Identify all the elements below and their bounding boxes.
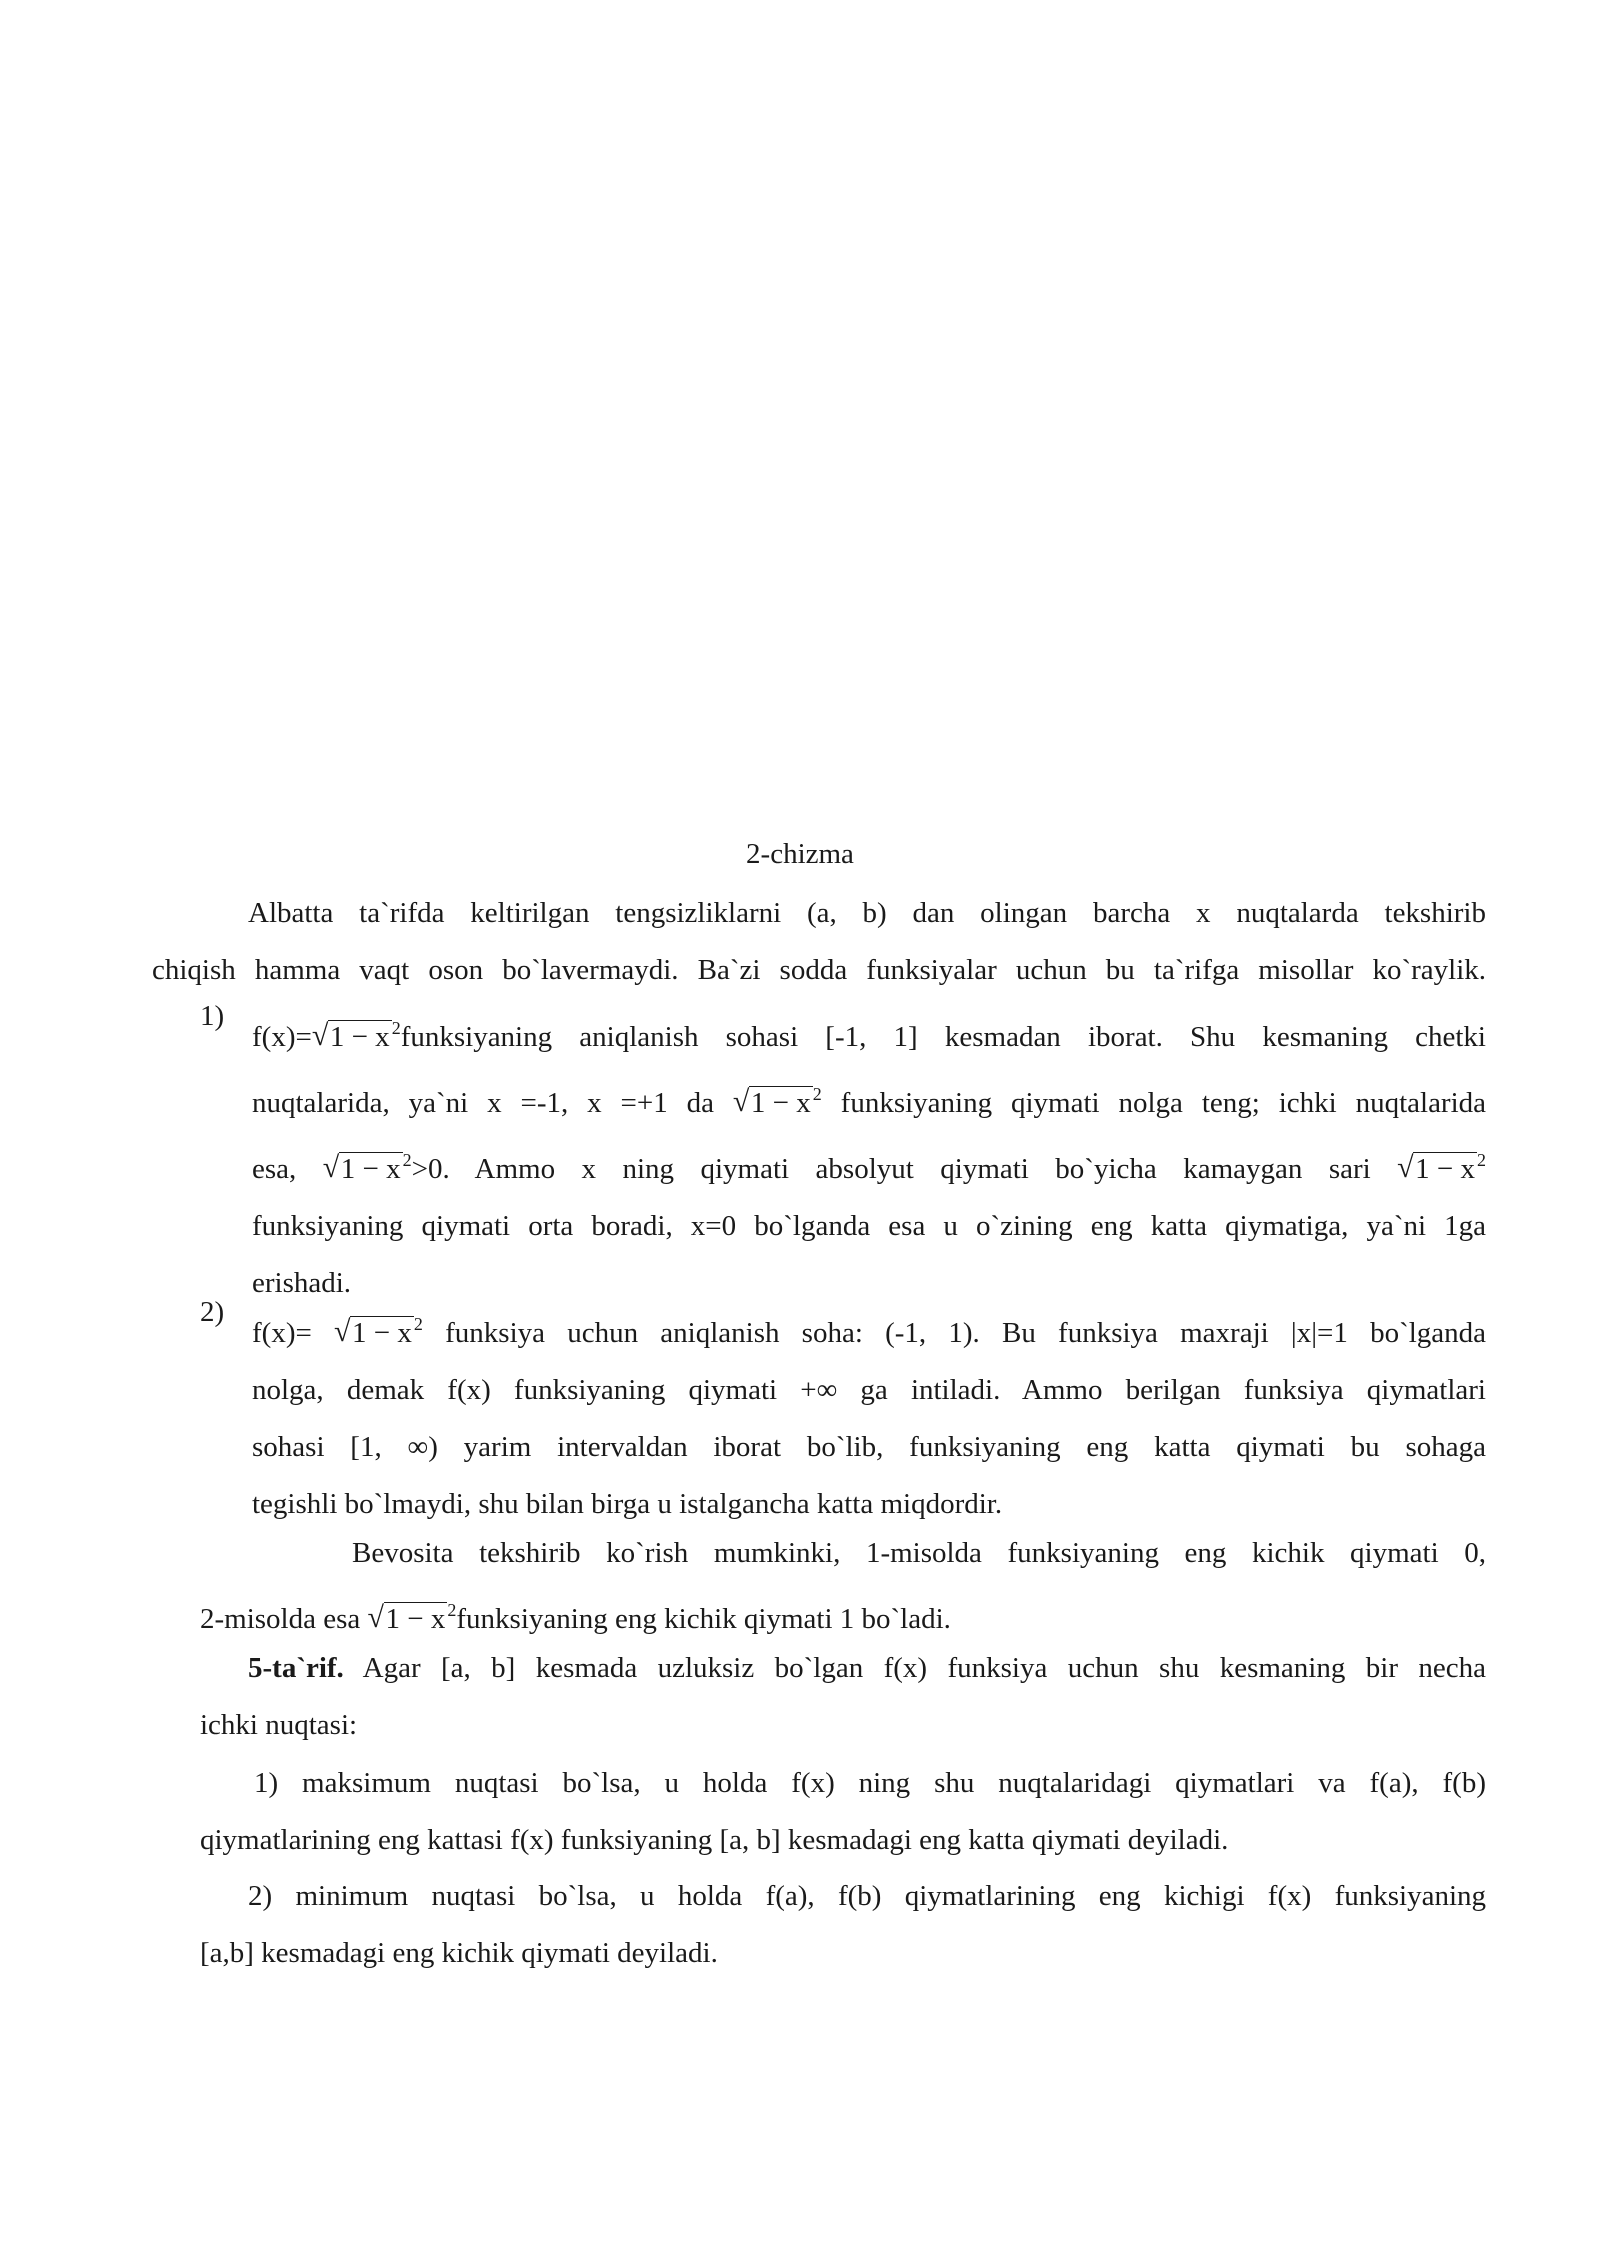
radicand: 1 − x bbox=[352, 1317, 412, 1349]
example-2-paragraph bbox=[200, 1296, 1486, 1533]
intro-paragraph bbox=[152, 885, 1486, 999]
observation-line-2-b: funksiyaning eng kichik qiymati 1 bo`ladi. bbox=[456, 1603, 951, 1635]
example-1-marker: 1) bbox=[200, 1000, 225, 1032]
definition-line-1-text: Agar [a, b] kesmada uzluksiz bo`lgan f(x) funksiya uchun shu kesmaning bir necha bbox=[362, 1652, 1486, 1684]
exponent: 2 bbox=[1477, 1150, 1487, 1170]
example-1-line-1 bbox=[252, 1000, 1486, 1066]
example-2-line-1 bbox=[252, 1296, 1486, 1362]
figure-caption: 2-chizma bbox=[746, 838, 854, 870]
radicand: 1 − x bbox=[329, 1021, 390, 1053]
example-1-line-4: funksiyaning qiymati orta boradi, x=0 bo`lganda esa u o`zining eng katta qiymatiga, ya`ni 1ga bbox=[252, 1210, 1486, 1242]
example-1-line-2-a: nuqtalarida, ya`ni x =-1, x =+1 da bbox=[252, 1087, 714, 1119]
radicand: 1 − x bbox=[1415, 1153, 1476, 1185]
sqrt-expression bbox=[312, 1009, 392, 1066]
exponent: 2 bbox=[812, 1084, 822, 1104]
fx-label: f(x)= bbox=[252, 1317, 312, 1349]
example-1-line-3-a: esa, bbox=[252, 1153, 297, 1185]
example-1-line-1-text: funksiyaning aniqlanish sohasi [-1, 1] kesmadan iborat. Shu kesmaning chetki bbox=[400, 1021, 1486, 1053]
example-1-line-3 bbox=[252, 1132, 1486, 1198]
sqrt-expression bbox=[733, 1075, 813, 1132]
radicand: 1 − x bbox=[750, 1087, 811, 1119]
fx-label: f(x)= bbox=[252, 1021, 312, 1053]
example-2-line-3: sohasi [1, ∞) yarim intervaldan iborat bo`lib, funksiyaning eng katta qiymati bu sohaga bbox=[252, 1431, 1486, 1463]
item-2-line-1: 2) minimum nuqtasi bo`lsa, u holda f(a), f(b) qiymatlarining eng kichigi f(x) funksiyaning bbox=[248, 1880, 1486, 1912]
example-2-marker: 2) bbox=[200, 1296, 225, 1328]
sqrt-expression bbox=[1397, 1141, 1477, 1198]
observation-line-1: Bevosita tekshirib ko`rish mumkinki, 1-misolda funksiyaning eng kichik qiymati 0, bbox=[352, 1537, 1486, 1569]
item-1-line-1: 1) maksimum nuqtasi bo`lsa, u holda f(x) ning shu nuqtalaridagi qiymatlari va f(a), f(b) bbox=[254, 1767, 1486, 1799]
definition-line-2: ichki nuqtasi: bbox=[200, 1709, 358, 1741]
observation-line-2-a: 2-misolda esa bbox=[200, 1603, 361, 1635]
radicand: 1 − x bbox=[340, 1153, 401, 1185]
definition-label: 5-ta`rif. bbox=[248, 1652, 344, 1684]
item-2-line-2: [a,b] kesmadagi eng kichik qiymati deyiladi. bbox=[200, 1937, 718, 1969]
observation-line-2 bbox=[200, 1582, 1486, 1648]
example-1-line-3-b: >0. Ammo x ning qiymati absolyut qiymati bo`yicha kamaygan sari bbox=[411, 1153, 1371, 1185]
exponent: 2 bbox=[402, 1150, 412, 1170]
example-2-line-2: nolga, demak f(x) funksiyaning qiymati +∞ ga intiladi. Ammo berilgan funksiya qiymatlari bbox=[252, 1374, 1486, 1406]
example-1-paragraph bbox=[200, 1000, 1486, 1312]
exponent: 2 bbox=[447, 1600, 457, 1620]
item-1-line-2: qiymatlarining eng kattasi f(x) funksiyaning [a, b] kesmadagi eng katta qiymati deyiladi. bbox=[200, 1824, 1229, 1856]
item-1-paragraph bbox=[200, 1755, 1486, 1869]
example-2-line-4: tegishli bo`lmaydi, shu bilan birga u istalgancha katta miqdordir. bbox=[252, 1488, 1003, 1520]
sqrt-expression bbox=[323, 1141, 403, 1198]
definition-paragraph bbox=[200, 1640, 1486, 1754]
example-1-line-2-b: funksiyaning qiymati nolga teng; ichki nuqtalarida bbox=[840, 1087, 1487, 1119]
observation-paragraph bbox=[200, 1525, 1486, 1648]
exponent: 2 bbox=[413, 1314, 423, 1334]
example-2-line-1-text: funksiya uchun aniqlanish soha: (-1, 1). Bu funksiya maxraji |x|=1 bo`lganda bbox=[445, 1317, 1487, 1349]
sqrt-expression bbox=[334, 1305, 414, 1362]
definition-line-1 bbox=[200, 1640, 1486, 1697]
item-2-paragraph bbox=[200, 1868, 1486, 1982]
example-1-line-2 bbox=[252, 1066, 1486, 1132]
exponent: 2 bbox=[391, 1018, 401, 1038]
intro-line-1: Albatta ta`rifda keltirilgan tengsizliklarni (a, b) dan olingan barcha x nuqtalarda tekshirib bbox=[248, 897, 1486, 929]
intro-line-2: chiqish hamma vaqt oson bo`lavermaydi. Ba`zi sodda funksiyalar uchun bu ta`rifga misollar ko`raylik. bbox=[152, 954, 1486, 986]
example-1-line-5: erishadi. bbox=[252, 1267, 352, 1299]
radicand: 1 − x bbox=[385, 1603, 446, 1635]
